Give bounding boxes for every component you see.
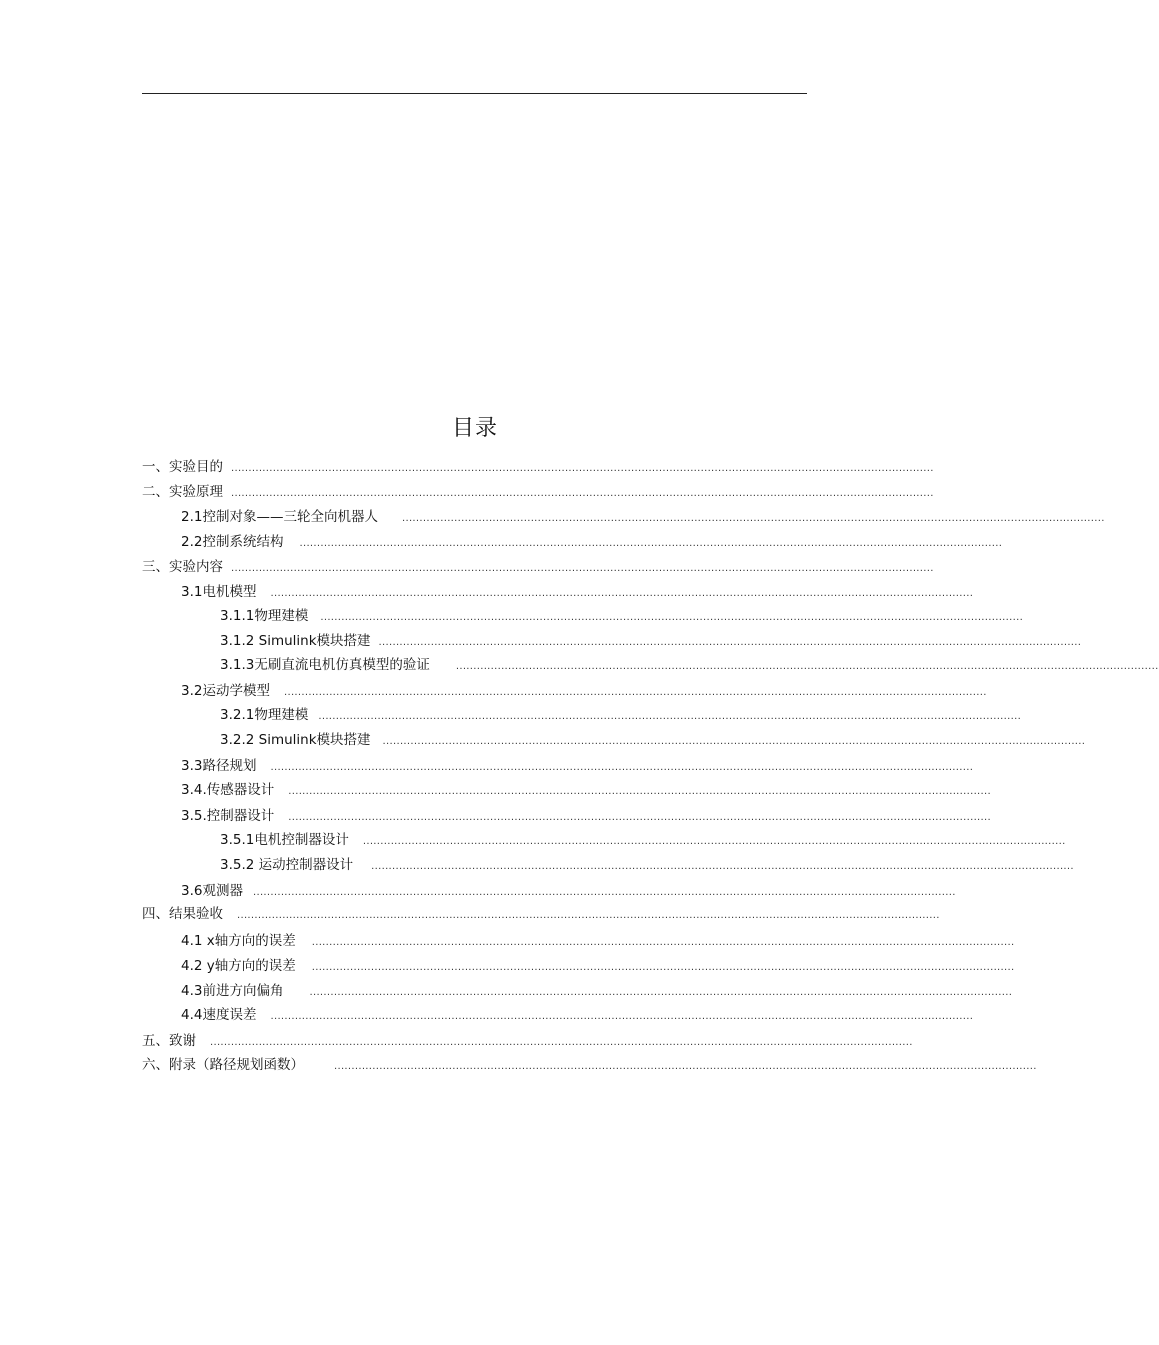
dot-leader: .......................................................................................................................................................................................................... — [231, 488, 934, 499]
toc-entry-number: 4.2 y — [181, 958, 215, 974]
toc-entry-10[interactable] — [181, 682, 987, 702]
toc-entry-label: 轴方向的误差 — [214, 933, 296, 949]
toc-entry-number: 3.6 — [181, 883, 203, 899]
toc-entry-label: 3.1.2 Simulink模块搭建 — [220, 633, 371, 649]
dot-leader: .......................................................................................................................................................................................................... — [270, 588, 974, 599]
toc-entry-number: 3.5. — [181, 808, 207, 824]
toc-entry-number: 三、 — [142, 559, 169, 575]
toc-entry-label: 3.5.2 运动控制器设计 — [220, 857, 354, 873]
toc-entry-25[interactable] — [142, 1056, 1037, 1076]
toc-entry-number: 2.1 — [181, 509, 203, 525]
dot-leader: .......................................................................................................................................................................................................... — [283, 687, 987, 698]
dot-leader: .......................................................................................................................................................................................................... — [270, 762, 974, 773]
toc-entry-label: 3.1.1物理建模 — [220, 608, 309, 624]
toc-entry-label: 实验原理 — [169, 484, 223, 500]
toc-entry-1[interactable] — [142, 458, 934, 478]
header-rule — [142, 93, 807, 94]
dot-leader: .......................................................................................................................................................................................................... — [237, 910, 940, 921]
toc-entry-number: 4.3 — [181, 983, 203, 999]
toc-entry-11[interactable] — [220, 706, 1022, 726]
toc-entry-7[interactable] — [220, 607, 1024, 627]
toc-entry-label: 路径规划 — [202, 758, 257, 774]
dot-leader: .......................................................................................................................................................................................................... — [334, 1061, 1037, 1072]
toc-entry-label: 前进方向偏角 — [202, 983, 284, 999]
toc-entry-3[interactable] — [181, 508, 1105, 528]
toc-entry-17[interactable] — [220, 856, 1074, 876]
toc-entry-label: 实验目的 — [169, 459, 223, 475]
dot-leader: .......................................................................................................................................................................................................... — [288, 786, 991, 797]
toc-entry-label: 四、结果验收 — [142, 906, 223, 922]
toc-entry-8[interactable] — [220, 632, 1082, 652]
toc-entry-14[interactable] — [181, 781, 991, 801]
toc-entry-12[interactable] — [220, 731, 1086, 751]
toc-entry-number: 2.2 — [181, 534, 203, 550]
toc-entry-label: 3.5.1电机控制器设计 — [220, 832, 349, 848]
toc-entry-16[interactable] — [220, 831, 1066, 851]
toc-entry-label: 电机模型 — [202, 584, 257, 600]
toc-entry-number: 3.1 — [181, 584, 203, 600]
dot-leader: .......................................................................................................................................................................................................... — [371, 861, 1074, 872]
toc-entry-label: 传感器设计 — [206, 782, 275, 798]
dot-leader: .......................................................................................................................................................................................................... — [320, 612, 1024, 623]
dot-leader: .......................................................................................................................................................................................................... — [309, 987, 1013, 998]
toc-entry-5[interactable] — [142, 558, 934, 578]
toc-entry-23[interactable] — [181, 1006, 974, 1026]
dot-leader: .......................................................................................................................................................................................................... — [231, 463, 934, 474]
toc-entry-number: 3.2 — [181, 683, 203, 699]
toc-entry-13[interactable] — [181, 757, 974, 777]
toc-entry-label: 实验内容 — [169, 559, 223, 575]
dot-leader: .......................................................................................................................................................................................................... — [382, 736, 1086, 747]
toc-entry-4[interactable] — [181, 533, 1003, 553]
toc-entry-number: 二、 — [142, 484, 169, 500]
toc-entry-number: 3.4. — [181, 782, 207, 798]
toc-entry-label: 3.1.3无刷直流电机仿真模型的验证 — [220, 657, 430, 673]
dot-leader: .......................................................................................................................................................................................................... — [311, 962, 1015, 973]
dot-leader: .......................................................................................................................................................................................................... — [252, 887, 956, 898]
toc-entry-22[interactable] — [181, 982, 1013, 1002]
toc-entry-24[interactable] — [142, 1032, 913, 1052]
toc-entry-9[interactable] — [220, 656, 1159, 676]
dot-leader: .......................................................................................................................................................................................................... — [401, 513, 1105, 524]
dot-leader: .......................................................................................................................................................................................................... — [362, 836, 1066, 847]
toc-entry-number: 3.3 — [181, 758, 203, 774]
dot-leader: .......................................................................................................................................................................................................... — [210, 1037, 913, 1048]
toc-entry-label: 3.2.2 Simulink模块搭建 — [220, 732, 371, 748]
dot-leader: .......................................................................................................................................................................................................... — [231, 563, 934, 574]
toc-entry-label: 观测器 — [202, 883, 243, 899]
toc-entry-label: 五、致谢 — [142, 1033, 196, 1049]
dot-leader: .......................................................................................................................................................................................................... — [455, 661, 1159, 672]
dot-leader: .......................................................................................................................................................................................................... — [378, 637, 1082, 648]
toc-entry-number: 4.1 x — [181, 933, 215, 949]
toc-entry-label: 控制器设计 — [206, 808, 275, 824]
toc-title: 目录 — [451, 416, 498, 441]
toc-entry-label: 运动学模型 — [202, 683, 270, 699]
toc-entry-15[interactable] — [181, 807, 991, 827]
dot-leader: .......................................................................................................................................................................................................... — [311, 937, 1015, 948]
dot-leader: .......................................................................................................................................................................................................... — [318, 711, 1022, 722]
toc-entry-label: 六、附录（路径规划函数） — [142, 1057, 304, 1073]
toc-entry-19[interactable] — [142, 905, 940, 925]
dot-leader: .......................................................................................................................................................................................................... — [299, 538, 1003, 549]
toc-entry-label: 3.2.1物理建模 — [220, 707, 309, 723]
toc-entry-21[interactable] — [181, 957, 1015, 977]
toc-entry-label: 轴方向的误差 — [214, 958, 296, 974]
dot-leader: .......................................................................................................................................................................................................... — [288, 812, 991, 823]
toc-entry-number: 一、 — [142, 459, 169, 475]
toc-entry-6[interactable] — [181, 583, 974, 603]
toc-entry-20[interactable] — [181, 932, 1015, 952]
toc-entry-18[interactable] — [181, 882, 956, 902]
toc-entry-label: 速度误差 — [202, 1007, 257, 1023]
toc-entry-label: 控制系统结构 — [202, 534, 284, 550]
toc-entry-label: 控制对象——三轮全向机器人 — [202, 509, 378, 525]
toc-entry-number: 4.4 — [181, 1007, 203, 1023]
toc-entry-2[interactable] — [142, 483, 934, 503]
dot-leader: .......................................................................................................................................................................................................... — [270, 1011, 974, 1022]
